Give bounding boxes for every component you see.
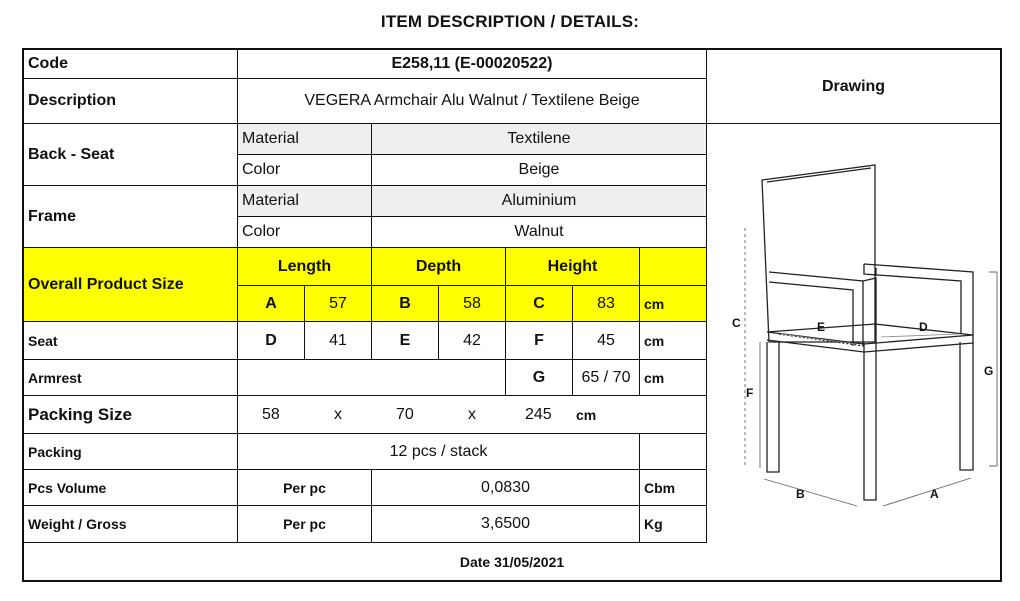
frame-label: Frame [24,186,238,248]
code-value: E258,11 (E-00020522) [238,50,707,79]
header-blank [640,248,707,286]
seat-unit: cm [640,322,707,360]
date-footer: Date 31/05/2021 [459,553,565,570]
height-header: Height [506,248,640,286]
dim-line-b [764,479,857,506]
pcs-volume-unit: Cbm [640,470,707,506]
chair-drawing-svg [707,124,1000,542]
frame-color-label: Color [238,217,372,248]
packing-width: 70 [396,405,414,423]
drawing-letter-c: C [732,316,741,330]
chair-drawing [707,124,1000,542]
dim-a-letter: A [238,286,305,322]
overall-size-label: Overall Product Size [24,248,238,322]
description-label: Description [24,79,238,124]
packing-x1: x [334,405,342,423]
dim-f-value: 45 [573,322,640,360]
drawing-letter-g: G [984,364,994,378]
dim-d-letter: D [238,322,305,360]
drawing-letter-e: E [817,320,826,334]
dim-e-letter: E [372,322,439,360]
dim-d-value: 41 [305,322,372,360]
packing-height: 245 [525,405,552,423]
dim-line-a [883,478,971,506]
weight-per: Per pc [238,506,372,543]
frame-material: Aluminium [372,186,707,217]
drawing-letter-b: B [796,487,805,501]
weight-unit: Kg [640,506,707,543]
weight-value: 3,6500 [372,506,640,543]
packing-x2: x [468,405,476,423]
frame-color: Walnut [372,217,707,248]
packing-label: Packing [24,434,238,470]
weight-label: Weight / Gross [24,506,238,543]
dim-g-letter: G [506,360,573,396]
pcs-volume-label: Pcs Volume [24,470,238,506]
pcs-volume-value: 0,0830 [372,470,640,506]
packing-size-row [238,396,707,434]
depth-header: Depth [372,248,506,286]
back-seat-color-label: Color [238,155,372,186]
dim-c-value: 83 [573,286,640,322]
drawing-letter-f: F [746,386,754,400]
description-value: VEGERA Armchair Alu Walnut / Textilene Beige [238,79,707,124]
front-left-leg [864,342,876,500]
armrest-blank [238,360,506,396]
back-seat-material-label: Material [238,124,372,155]
back-right-leg [960,342,973,470]
pcs-volume-per: Per pc [238,470,372,506]
packing-length: 58 [262,405,280,423]
packing-blank [640,434,707,470]
back-seat-color: Beige [372,155,707,186]
seat-label: Seat [24,322,238,360]
frame-material-label: Material [238,186,372,217]
length-header: Length [238,248,372,286]
armrest-unit: cm [640,360,707,396]
packing-size-label: Packing Size [24,396,238,434]
packing-unit: cm [576,406,597,423]
dim-b-value: 58 [439,286,506,322]
seat-frame [767,324,973,344]
drawing-letter-d: D [919,320,928,334]
armrest-label: Armrest [24,360,238,396]
dim-e-value: 42 [439,322,506,360]
backrest-outline [762,165,875,342]
dim-f-letter: F [506,322,573,360]
spec-sheet [22,48,1002,582]
back-left-leg [767,342,779,472]
page-title: ITEM DESCRIPTION / DETAILS: [380,12,640,31]
dim-c-letter: C [506,286,573,322]
packing-value: 12 pcs / stack [238,434,640,470]
dim-g-value: 65 / 70 [573,360,640,396]
dim-b-letter: B [372,286,439,322]
dim-a-value: 57 [305,286,372,322]
back-seat-label: Back - Seat [24,124,238,186]
drawing-letter-a: A [930,487,939,501]
overall-unit: cm [640,286,707,322]
drawing-label: Drawing [707,50,1000,124]
code-label: Code [24,50,238,79]
back-seat-material: Textilene [372,124,707,155]
